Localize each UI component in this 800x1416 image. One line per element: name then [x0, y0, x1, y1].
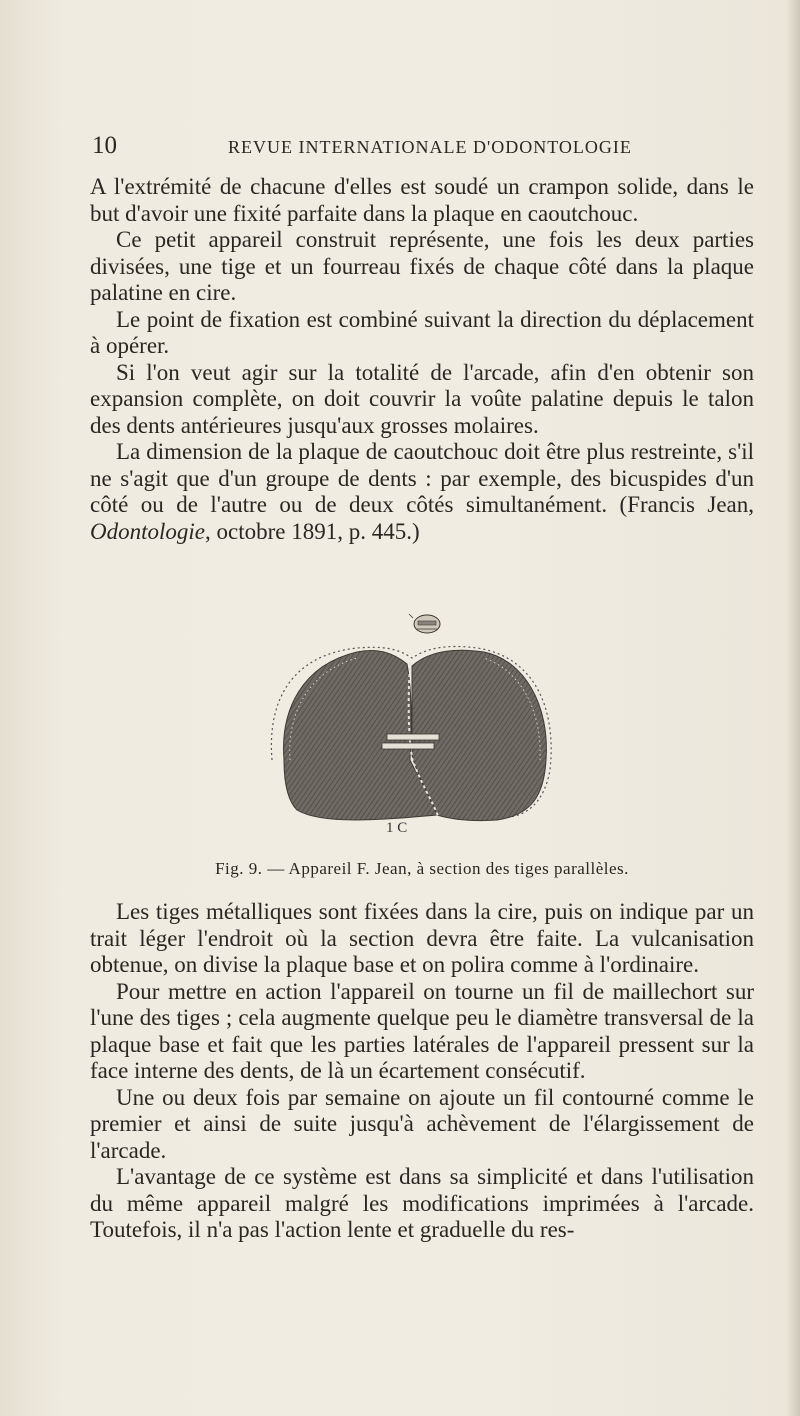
- page-header: [92, 131, 752, 161]
- detail-inset: [409, 614, 440, 633]
- body-text-bottom: [90, 899, 754, 1244]
- page-number: 10: [92, 132, 117, 159]
- page-edge-shadow: [786, 0, 800, 1416]
- citation-text-before: La dimension de la plaque de caoutchouc doit être plus restreinte, s'il ne s'agit que d'un groupe de dents : par exemple, des bicuspides d'un côté ou de l'autre ou de deux côtés simultanément. (Francis Jean,: [90, 439, 754, 517]
- paragraph: Une ou deux fois par semaine on ajoute un fil contourné comme le premier et ainsi de suite jusqu'à achèvement de l'élargissement de l'arcade.: [90, 1084, 754, 1163]
- citation-text-after: , octobre 1891, p. 445.): [205, 518, 420, 544]
- parallel-rod: [382, 743, 434, 749]
- paragraph-with-citation: [90, 439, 754, 545]
- body-text-top: [90, 174, 754, 545]
- figure-palatal-appliance: [262, 610, 562, 840]
- figure-label: 1 C: [386, 820, 408, 836]
- figure-caption: Fig. 9. — Appareil F. Jean, à section des tiges parallèles.: [215, 859, 629, 878]
- paragraph: Le point de fixation est combiné suivant la direction du déplacement à opérer.: [90, 306, 754, 358]
- paragraph: L'avantage de ce système est dans sa simplicité et dans l'utilisation du même appareil malgré les modifications imprimées à l'arcade. Toutefois, il n'a pas l'action lente et graduelle du res-: [90, 1164, 754, 1242]
- paragraph: A l'extrémité de chacune d'elles est soudé un crampon solide, dans le but d'avoir une fixité parfaite dans la plaque en caoutchouc.: [90, 174, 754, 226]
- paragraph: Les tiges métalliques sont fixées dans la cire, puis on indique par un trait léger l'endroit où la section devra être faite. La vulcanisation obtenue, on divise la plaque base et on polira comme à l'ordinaire.: [90, 899, 754, 977]
- paragraph: Si l'on veut agir sur la totalité de l'arcade, afin d'en obtenir son expansion complète, on doit couvrir la voûte palatine depuis le talon des dents antérieures jusqu'aux grosses molaires.: [90, 359, 754, 438]
- paragraph: Pour mettre en action l'appareil on tourne un fil de maillechort sur l'une des tiges ; cela augmente quelque peu le diamètre transversal de la plaque base et fait que les parties latérales de l'appareil pressent sur la face interne des dents, de là un écartement consécutif.: [90, 978, 754, 1083]
- citation-journal-title: Odontologie: [90, 518, 205, 544]
- running-title: REVUE INTERNATIONALE D'ODONTOLOGIE: [228, 137, 632, 157]
- parallel-rod: [387, 734, 439, 740]
- paragraph: Ce petit appareil construit représente, une fois les deux parties divisées, une tige et un fourreau fixés de chaque côté dans la plaque palatine en cire.: [90, 227, 754, 305]
- appliance-illustration: [262, 610, 562, 840]
